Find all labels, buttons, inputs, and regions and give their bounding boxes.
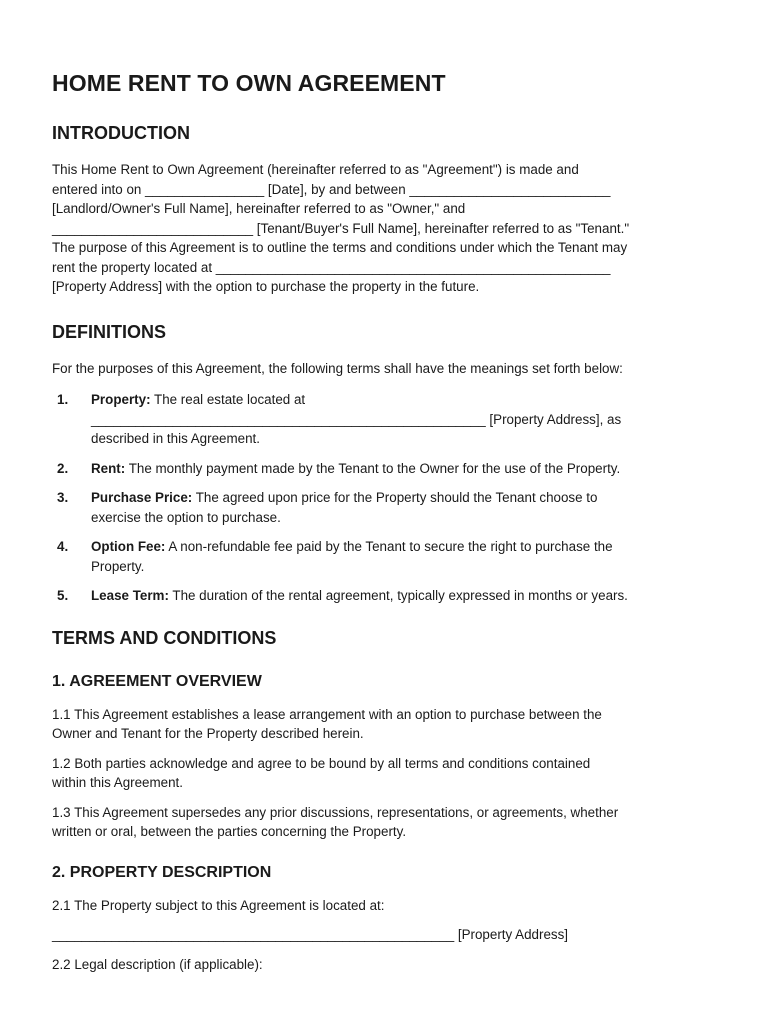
definition-item [52, 390, 718, 449]
intro-line: rent the property located at _____________________________________________________ [52, 259, 611, 275]
definition-number: 4. [57, 539, 69, 554]
clause-1-3: 1.3 This Agreement supersedes any prior discussions, representations, or agreements, whether written or oral, between the parties concerning the Property. [52, 804, 619, 839]
definition-text: _____________________________________________________ [Property Address], as [91, 411, 622, 427]
definition-text: The real estate located at [150, 392, 306, 407]
agreement-overview-heading: 1. AGREEMENT OVERVIEW [52, 672, 262, 690]
clause-1-1: 1.1 This Agreement establishes a lease arrangement with an option to purchase between the Owner and Tenant for the Property described herein. [52, 706, 602, 741]
definition-number: 1. [57, 392, 69, 407]
document-title: HOME RENT TO OWN AGREEMENT [52, 70, 446, 96]
definition-text: A non-refundable fee paid by the Tenant to secure the right to purchase the [165, 539, 613, 554]
intro-line: The purpose of this Agreement is to outline the terms and conditions under which the Tenant may [52, 240, 628, 255]
definition-text: The duration of the rental agreement, typically expressed in months or years. [168, 588, 628, 603]
property-address-line: ______________________________________________________ [Property Address] [52, 927, 569, 942]
intro-line: This Home Rent to Own Agreement (hereinafter referred to as "Agreement") is made and [52, 162, 579, 177]
definition-text: The agreed upon price for the Property should the Tenant choose to [192, 490, 598, 505]
definition-text: Property. [91, 558, 145, 574]
definition-item [52, 459, 718, 479]
definitions-intro: For the purposes of this Agreement, the following terms shall have the meanings set forth below: [52, 360, 623, 376]
intro-line: [Property Address] with the option to purchase the property in the future. [52, 279, 480, 294]
clause-2-2: 2.2 Legal description (if applicable): [52, 956, 263, 972]
definition-number: 2. [57, 460, 69, 476]
introduction-heading: INTRODUCTION [52, 123, 190, 143]
definition-item [52, 586, 718, 606]
introduction-paragraph [52, 160, 718, 297]
intro-line: ___________________________ [Tenant/Buyer's Full Name], hereinafter referred to as "Tenant." [52, 220, 630, 236]
definition-term: Option Fee: [91, 539, 166, 554]
definition-term: Purchase Price: [91, 490, 193, 505]
intro-line: [Landlord/Owner's Full Name], hereinafter referred to as "Owner," and [52, 201, 466, 216]
definitions-list [52, 390, 718, 606]
terms-heading: TERMS AND CONDITIONS [52, 627, 277, 648]
definition-term: Lease Term: [91, 588, 169, 603]
definition-number: 5. [57, 588, 69, 603]
definition-number: 3. [57, 490, 69, 505]
definition-text: exercise the option to purchase. [91, 509, 281, 525]
definition-text: The monthly payment made by the Tenant to the Owner for the use of the Property. [125, 460, 621, 476]
property-description-heading: 2. PROPERTY DESCRIPTION [52, 863, 272, 881]
clause-2-1: 2.1 The Property subject to this Agreement is located at: [52, 897, 385, 913]
definitions-heading: DEFINITIONS [52, 321, 167, 342]
clause-1-2: 1.2 Both parties acknowledge and agree to be bound by all terms and conditions contained within this Agreement. [52, 755, 591, 790]
intro-line: entered into on ________________ [Date], by and between ___________________________ [52, 181, 611, 197]
definition-item [52, 537, 718, 576]
definition-term: Property: [91, 392, 151, 407]
definition-item [52, 488, 718, 527]
definition-text: described in this Agreement. [91, 431, 260, 446]
definition-term: Rent: [91, 460, 126, 476]
